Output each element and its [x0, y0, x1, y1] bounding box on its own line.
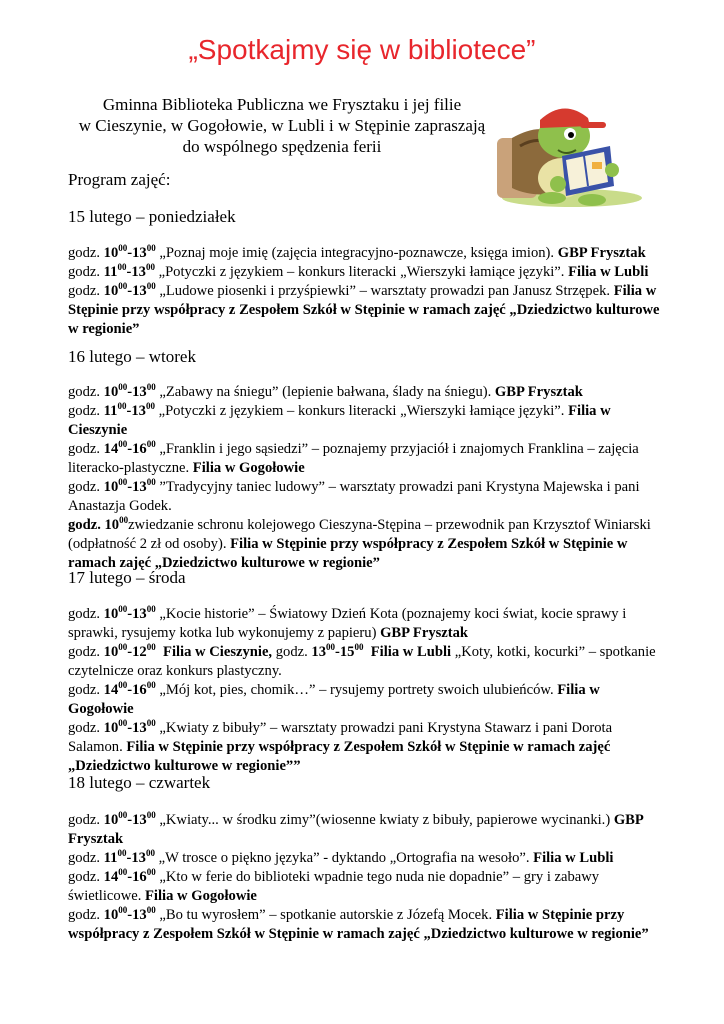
event-minutes: 00: [118, 718, 128, 728]
turtle-reading-book-illustration: [492, 98, 642, 208]
event-hour: -16: [127, 441, 147, 457]
event-description: „Kocie historie” – Światowy Dzień Kota (poznajemy koci świat, kocie sprawy i sprawki, rysujemy kotka lub wykonujemy z papieru): [68, 606, 627, 641]
event-minutes: 00: [145, 401, 155, 411]
event-time-prefix: godz.: [68, 682, 104, 698]
event-time-prefix: godz.: [68, 403, 104, 419]
event-16-2: [68, 402, 668, 440]
event-16-4: [68, 478, 668, 516]
event-minutes: 00: [119, 515, 129, 525]
event-minutes: 00: [146, 642, 156, 652]
event-17-3: [68, 681, 668, 719]
event-time-prefix: godz.: [68, 644, 104, 660]
event-time-prefix: godz.: [68, 907, 104, 923]
event-time-prefix: godz.: [68, 283, 104, 299]
event-location: GBP Frysztak: [494, 384, 583, 400]
event-minutes: 00: [117, 262, 127, 272]
event-16-1: [68, 383, 668, 402]
event-minutes: 00: [326, 642, 335, 652]
day-heading-16: 16 lutego – wtorek: [68, 347, 196, 366]
event-description: „Ludowe piosenki i przyśpiewki” – warsztaty prowadzi pan Janusz Strzępek.: [155, 283, 614, 299]
event-minutes: 00: [118, 604, 128, 614]
event-hour: -13: [127, 283, 147, 299]
event-18-1: [68, 811, 668, 849]
event-description: „Kwiaty... w środku zimy”(wiosenne kwiaty z bibuły, papierowe wycinanki.): [155, 812, 614, 828]
event-minutes: 00: [118, 281, 128, 291]
event-minutes: 00: [146, 905, 156, 915]
event-description: „Potyczki z językiem – konkurs literacki „Wierszyki łamiące języki”.: [154, 403, 569, 419]
event-hour: -13: [126, 850, 146, 866]
event-description: „Franklin i jego sąsiedzi” – poznajemy przyjaciół i znajomych Franklina – zajęcia literacko-plastyczne.: [68, 441, 639, 476]
event-18-4: [68, 906, 668, 944]
event-minutes: 00: [354, 642, 364, 652]
event-hour: -15: [335, 644, 355, 660]
day-17-events: [68, 605, 668, 776]
event-hour: -13: [126, 264, 146, 280]
program-label: Program zajęć:: [68, 170, 171, 189]
event-minutes: 00: [118, 905, 128, 915]
event-minutes: 00: [146, 281, 156, 291]
intro-line-1: Gminna Biblioteka Publiczna we Frysztaku i jej filie: [102, 95, 462, 114]
event-time-prefix: godz.: [68, 479, 104, 495]
event-17-2: [68, 643, 668, 681]
event-hour: -12: [127, 644, 147, 660]
event-location: Filia w Gogołowie: [192, 460, 305, 476]
event-hour: 10: [103, 283, 119, 299]
event-hour: -13: [127, 479, 147, 495]
page-title: „Spotkajmy się w bibliotece”: [188, 34, 536, 65]
event-hour: 10: [103, 644, 119, 660]
event-16-5: [68, 516, 668, 573]
event-minutes: 00: [146, 243, 156, 253]
event-description: „Zabawy na śniegu” (lepienie bałwana, ślady na śniegu).: [155, 384, 495, 400]
event-hour: -13: [127, 720, 147, 736]
event-location: Filia w Stępinie przy współpracy z Zespołem Szkół w Stępinie w ramach zajęć „Dziedzictwo kulturowe w regionie”: [68, 536, 628, 571]
event-time-prefix: godz.: [68, 264, 104, 280]
event-minutes: 00: [118, 477, 128, 487]
event-minutes: 00: [146, 718, 156, 728]
day-heading-17: 17 lutego – środa: [68, 568, 186, 587]
event-description: „Bo tu wyrosłem” – spotkanie autorskie z Józefą Mocek.: [155, 907, 496, 923]
event-minutes: 00: [145, 262, 155, 272]
event-hour: 14: [103, 441, 119, 457]
event-minutes: 00: [146, 382, 156, 392]
event-17-4: [68, 719, 668, 776]
event-hour: 11: [103, 850, 118, 866]
event-description: „Kwiaty z bibuły” – warsztaty prowadzi pani Krystyna Stawarz i pani Dorota Salamon.: [68, 720, 613, 755]
event-15-2: [68, 263, 668, 282]
event-hour: 10: [103, 384, 119, 400]
event-hour: -13: [127, 812, 147, 828]
event-time-prefix: godz.: [68, 245, 104, 261]
event-location: GBP Frysztak: [557, 245, 646, 261]
event-hour: 10: [103, 606, 119, 622]
event-hour: -13: [127, 606, 147, 622]
event-location: Filia w Stępinie przy współpracy z Zespołem Szkół w Stępinie w ramach zajęć „Dziedzictwo kulturowe w regionie”: [68, 907, 649, 942]
event-description: „Kto w ferie do biblioteki wpadnie tego nuda nie dopadnie” – gry i zabawy świetlicowe.: [68, 869, 600, 904]
event-hour: 10: [103, 907, 119, 923]
event-time-prefix: godz.: [68, 720, 104, 736]
intro-text: [60, 94, 504, 157]
event-time-prefix: godz.: [68, 869, 104, 885]
event-minutes: 00: [117, 401, 127, 411]
event-location: Filia w Stępinie przy współpracy z Zespołem Szkół w Stępinie w ramach zajęć „Dziedzictwo kulturowe w regionie””: [68, 739, 611, 774]
event-minutes: 00: [146, 477, 156, 487]
event-time-prefix: godz.: [272, 644, 312, 660]
event-location: Filia w Gogołowie: [145, 888, 257, 904]
event-description: ”Tradycyjny taniec ludowy” – warsztaty prowadzi pani Krystyna Majewska i pani Anastazja Godek.: [68, 479, 640, 514]
event-location: Filia w Cieszynie: [68, 403, 611, 438]
event-hour: 13: [311, 644, 326, 660]
event-location: Filia w Gogołowie: [68, 682, 600, 717]
event-location: GBP Frysztak: [68, 812, 644, 847]
event-minutes: 00: [117, 848, 127, 858]
event-time-prefix: godz.: [68, 606, 104, 622]
event-hour: 10: [103, 479, 119, 495]
event-minutes: 00: [146, 680, 156, 690]
intro-line-2: w Cieszynie, w Gogołowie, w Lubli i w Stępinie zapraszają: [78, 116, 486, 135]
event-time: godz. 10: [68, 517, 120, 533]
event-minutes: 00: [146, 604, 156, 614]
event-hour: -16: [127, 682, 147, 698]
event-minutes: 00: [118, 867, 128, 877]
event-hour: 10: [103, 812, 119, 828]
event-hour: -16: [127, 869, 147, 885]
event-hour: 14: [103, 682, 119, 698]
event-15-1: [68, 244, 668, 263]
event-minutes: 00: [146, 867, 156, 877]
event-description: zwiedzanie schronu kolejowego Cieszyna-Stępina – przewodnik pan Krzysztof Winiarski (odpłatność 2 zł od osoby).: [68, 517, 651, 552]
event-hour: 10: [103, 245, 119, 261]
event-description: „W trosce o piękno języka” - dyktando „Ortografia na wesoło”.: [154, 850, 534, 866]
event-hour: -13: [126, 403, 146, 419]
event-minutes: 00: [118, 439, 128, 449]
event-hour: -13: [127, 384, 147, 400]
day-heading-15: 15 lutego – poniedziałek: [68, 207, 236, 226]
event-description: „Potyczki z językiem – konkurs literacki „Wierszyki łamiące języki”.: [154, 264, 569, 280]
day-16-events: [68, 383, 668, 573]
event-location: Filia w Lubli: [370, 644, 452, 660]
event-time-prefix: godz.: [68, 812, 104, 828]
event-hour: -13: [127, 245, 147, 261]
event-location: Filia w Lubli: [533, 850, 614, 866]
event-time-prefix: godz.: [68, 850, 104, 866]
event-time-prefix: godz.: [68, 384, 104, 400]
event-time-prefix: godz.: [68, 441, 104, 457]
event-hour: 11: [103, 264, 118, 280]
event-minutes: 00: [118, 680, 128, 690]
event-minutes: 00: [146, 810, 156, 820]
event-location: Filia w Cieszynie,: [163, 644, 273, 660]
event-16-3: [68, 440, 668, 478]
event-18-2: [68, 849, 668, 868]
event-location: Filia w Stępinie przy współpracy z Zespołem Szkół w Stępinie w ramach zajęć „Dziedzictwo kulturowe w regionie”: [68, 283, 660, 337]
event-minutes: 00: [118, 642, 128, 652]
event-location: Filia w Lubli: [568, 264, 649, 280]
day-18-events: [68, 811, 668, 944]
event-hour: -13: [127, 907, 147, 923]
event-minutes: 00: [146, 439, 156, 449]
day-15-events: [68, 244, 668, 339]
event-18-3: [68, 868, 668, 906]
intro-line-3: do wspólnego spędzenia ferii: [182, 137, 382, 156]
event-minutes: 00: [118, 243, 128, 253]
event-location: GBP Frysztak: [380, 625, 469, 641]
event-minutes: 00: [145, 848, 155, 858]
event-hour: 11: [103, 403, 118, 419]
event-17-1: [68, 605, 668, 643]
event-description: „Koty, kotki, kocurki” – spotkanie czytelnicze oraz konkurs plastyczny.: [68, 644, 656, 679]
event-minutes: 00: [118, 382, 128, 392]
event-description: „Mój kot, pies, chomik…” – rysujemy portrety swoich ulubieńców.: [155, 682, 558, 698]
event-15-3: [68, 282, 668, 339]
day-heading-18: 18 lutego – czwartek: [68, 773, 211, 792]
event-hour: 10: [103, 720, 119, 736]
event-minutes: 00: [118, 810, 128, 820]
event-description: „Poznaj moje imię (zajęcia integracyjno-poznawcze, księga imion).: [155, 245, 558, 261]
event-hour: 14: [103, 869, 119, 885]
